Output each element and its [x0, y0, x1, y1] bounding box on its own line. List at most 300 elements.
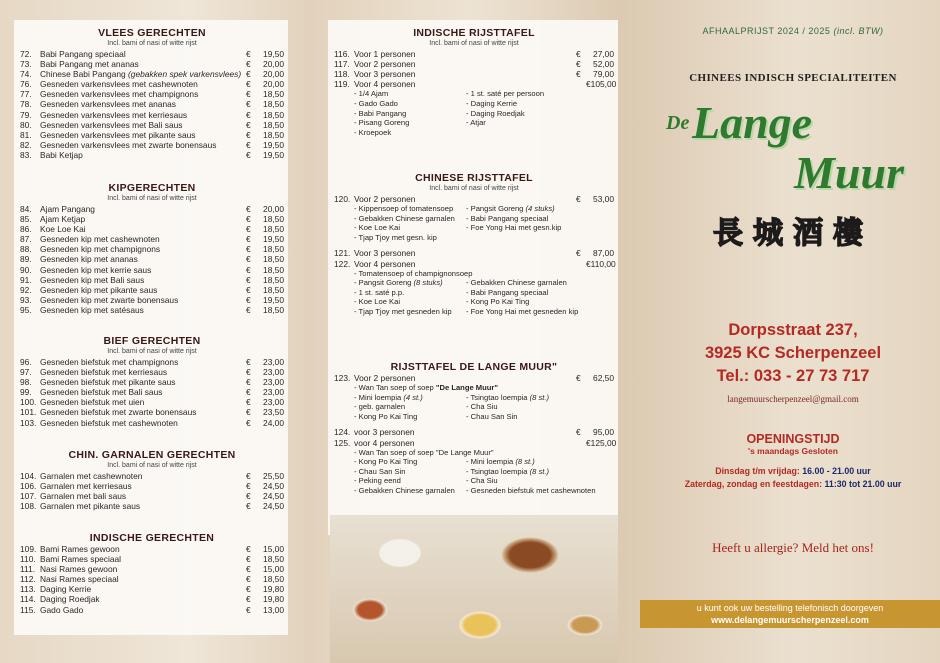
dish-item	[466, 278, 614, 288]
dish-item-note: (8 st.)	[515, 457, 535, 467]
chinese-name: 長城酒樓	[713, 216, 873, 251]
currency-sign: €	[246, 204, 251, 214]
dish-item	[354, 288, 466, 298]
item-name	[40, 501, 246, 511]
dish-item-name: - geb. garnalen	[354, 402, 406, 412]
menu-item	[20, 491, 284, 501]
rijsttafel-muur-dishes-a	[334, 393, 614, 422]
menu-item	[20, 357, 284, 367]
item-name-text: Bami Rames gewoon	[40, 544, 120, 554]
chinese-rijsttafel-dishes-a	[334, 204, 614, 242]
middle-panel	[320, 0, 626, 663]
left-menu-card	[14, 20, 288, 635]
item-name	[40, 387, 246, 397]
dish-item-name: - Mini loempia	[466, 457, 514, 467]
item-name-text: Gesneden kip met cashewnoten	[40, 234, 160, 245]
item-note: (gebakken spek varkensvlees)	[128, 69, 242, 80]
logo-de: De	[666, 112, 690, 134]
dish-item	[354, 457, 466, 467]
item-price: 62,50	[593, 373, 614, 383]
currency-sign: €	[246, 244, 251, 255]
order-banner-text: u kunt ook uw bestelling telefonisch doorgeven	[696, 603, 884, 613]
price-list-year: AFHAALPRIJST 2024 / 2025	[702, 26, 831, 36]
dish-item	[354, 467, 466, 477]
dish-item-name: - Koe Loe Kai	[354, 297, 401, 307]
garnalen-subtitle: Incl. bami of nasi of witte rijst	[107, 462, 197, 469]
menu-item	[20, 120, 284, 130]
currency-sign: €	[576, 427, 581, 438]
item-price: 24,50	[263, 481, 284, 492]
item-number: 95.	[20, 304, 32, 315]
dish-item	[354, 307, 466, 317]
menu-item	[20, 150, 284, 160]
currency-sign: €	[246, 149, 251, 160]
menu-item	[20, 367, 284, 377]
item-number: 98.	[20, 377, 32, 388]
item-price: 18,50	[263, 284, 284, 295]
item-name	[40, 544, 246, 554]
item-number: 74.	[20, 69, 32, 80]
item-number: 111.	[20, 564, 36, 575]
email-address: langemuurscherpenzeel@gmail.com	[727, 394, 859, 404]
menu-item	[334, 373, 614, 383]
item-name-text: Ajam Pangang	[40, 204, 95, 214]
item-name-text: Voor 2 personen	[354, 59, 416, 70]
menu-item	[20, 295, 284, 305]
menu-item	[20, 605, 284, 615]
dish-item: - Daging Kerrie	[466, 98, 518, 108]
dish-item-name: - Foe Yong Hai met gesneden kip	[466, 307, 579, 317]
item-number: 109.	[20, 544, 37, 554]
item-price: 23,00	[263, 397, 284, 408]
dish-item	[466, 412, 614, 422]
currency-sign: €	[576, 59, 581, 70]
dish-item-name: - Gebakken Chinese garnalen	[466, 278, 567, 288]
menu-item	[334, 49, 614, 59]
currency-sign: €	[246, 214, 251, 225]
dish-item	[466, 307, 614, 317]
item-price: €105,00	[586, 79, 617, 90]
dish-item-name: - Cha Siu	[466, 476, 498, 486]
hours-weekend-label: Zaterdag, zondag en feestdagen:	[684, 479, 823, 489]
dish-item-name: - Mini loempia	[354, 392, 402, 402]
item-number: 110.	[20, 554, 36, 565]
item-number: 88.	[20, 244, 32, 255]
currency-sign: €	[246, 471, 251, 481]
dish-item: - Babi Pangang	[354, 108, 407, 118]
menu-item	[20, 471, 284, 481]
item-name	[40, 150, 246, 160]
menu-item	[20, 501, 284, 511]
dish-item-name: - Gebakken Chinese garnalen	[354, 486, 455, 496]
garnalen-section	[14, 449, 288, 511]
price-list-heading	[646, 26, 940, 36]
menu-item	[20, 305, 284, 315]
hours-weekend	[646, 479, 940, 489]
chinese-rijsttafel-dishes-c	[334, 278, 614, 316]
item-price: 24,50	[263, 501, 284, 512]
item-number: 84.	[20, 204, 32, 214]
item-number: 76.	[20, 79, 32, 90]
item-name	[40, 594, 246, 604]
item-price: 52,00	[593, 59, 614, 70]
indisch-title: INDISCHE GERECHTEN	[89, 532, 215, 544]
dish-item: - Koe Loe Kai	[354, 223, 401, 233]
item-number: 117.	[334, 59, 350, 70]
item-price: 19,50	[263, 234, 284, 245]
rijsttafel-muur-dishes-c	[334, 457, 614, 495]
dish-item	[354, 402, 466, 412]
phone-number: Tel.: 033 - 27 73 717	[716, 367, 870, 385]
dish-item-name: - Foe Yong Hai met gesn.kip	[466, 223, 562, 233]
item-price: 19,50	[263, 49, 284, 59]
hours-weekday	[646, 466, 940, 476]
currency-sign: €	[246, 224, 251, 235]
item-number: 121.	[334, 248, 351, 259]
menu-item	[20, 275, 284, 285]
menu-item	[20, 377, 284, 387]
item-name	[40, 89, 246, 99]
currency-sign: €	[246, 49, 251, 59]
item-number: 80.	[20, 119, 32, 130]
dish-item	[466, 204, 614, 214]
currency-sign: €	[246, 407, 251, 418]
item-name	[40, 224, 246, 234]
currency-sign: €	[246, 377, 251, 388]
item-price: 18,50	[263, 109, 284, 120]
kip-title: KIPGERECHTEN	[108, 182, 196, 194]
item-number: 100.	[20, 397, 37, 408]
item-price: 23,00	[263, 357, 284, 367]
order-banner	[640, 600, 940, 628]
dish-item: - Daging Roedjak	[466, 108, 525, 118]
currency-sign: €	[246, 594, 251, 605]
item-number: 106.	[20, 481, 37, 492]
item-name-text: Babi Ketjap	[40, 149, 83, 160]
currency-sign: €	[246, 89, 251, 100]
item-name-text: Gesneden kip met zwarte bonensaus	[40, 294, 179, 305]
item-name-text: Gesneden biefstuk met uien	[40, 397, 145, 408]
dish-item-name: - Kong Po Kai Ting	[466, 297, 530, 307]
vlees-section	[14, 27, 288, 160]
item-price: 19,50	[263, 139, 284, 150]
item-name-text: Gesneden biefstuk met Bali saus	[40, 387, 163, 398]
item-name-text: Garnalen met bali saus	[40, 491, 127, 502]
item-name	[40, 574, 246, 584]
dish-item	[466, 486, 614, 496]
indische-rijsttafel-list	[334, 49, 617, 90]
vlees-subtitle: Incl. bami of nasi of witte rijst	[107, 40, 197, 47]
dish-item	[466, 288, 614, 298]
right-panel	[646, 0, 940, 663]
item-name-text: Gesneden varkensvlees met Bali saus	[40, 119, 183, 130]
item-price: 23,00	[263, 377, 284, 388]
item-name-text: Ajam Ketjap	[40, 214, 86, 225]
currency-sign: €	[576, 194, 581, 204]
dish-item-name: - Gesneden biefstuk met cashewnoten	[466, 486, 596, 496]
item-name	[354, 79, 576, 89]
menu-item	[20, 140, 284, 150]
dish-item	[466, 467, 614, 477]
item-name	[40, 120, 246, 130]
item-name	[354, 438, 576, 448]
currency-sign: €	[246, 79, 251, 90]
menu-item	[20, 481, 284, 491]
menu-item	[20, 564, 284, 574]
item-price: 15,00	[263, 544, 284, 554]
currency-sign: €	[576, 248, 581, 259]
menu-item	[20, 244, 284, 254]
item-price: €125,00	[586, 437, 617, 448]
item-number: 112.	[20, 574, 36, 585]
item-name	[354, 194, 576, 204]
chinese-rijsttafel-item-b	[334, 248, 614, 258]
kip-list	[20, 204, 284, 315]
dish-item	[466, 297, 614, 307]
menu-item	[334, 259, 614, 269]
item-price: 19,80	[263, 584, 284, 595]
item-name-text: Gesneden biefstuk met champignons	[40, 357, 179, 367]
item-name	[40, 285, 246, 295]
item-name-text: Voor 2 personen	[354, 194, 416, 204]
item-name-text: Gesneden kip met Bali saus	[40, 274, 145, 285]
dish-item: - Gebakken Chinese garnalen	[354, 213, 455, 223]
dish-item-name: - Peking eend	[354, 476, 401, 486]
menu-item	[20, 544, 284, 554]
dish-item: - Pisang Goreng	[354, 118, 410, 128]
item-name	[40, 305, 246, 315]
dish-item	[354, 412, 466, 422]
rijsttafel-muur-section	[328, 361, 618, 496]
dish-item-name: - Kong Po Kai Ting	[354, 457, 418, 467]
dish-item-note: (4 st.)	[403, 392, 423, 402]
item-name	[354, 59, 576, 69]
menu-item	[20, 397, 284, 407]
dish-item: - Kippensoep of tomatensoep	[354, 204, 454, 214]
item-name-text: Voor 2 personen	[354, 373, 416, 383]
website-link[interactable]: www.delangemuurscherpenzeel.com	[711, 615, 869, 625]
allergy-notice: Heeft u allergie? Meld het ons!	[712, 540, 874, 555]
menu-item	[20, 130, 284, 140]
currency-sign: €	[246, 304, 251, 315]
item-number: 124.	[334, 427, 351, 438]
item-name-text: Gesneden kip met kerrie saus	[40, 264, 152, 275]
currency-sign: €	[246, 367, 251, 378]
chinese-rijsttafel-item-a	[334, 194, 614, 204]
item-name	[354, 69, 576, 79]
item-name-text: Gesneden biefstuk met pikante saus	[40, 377, 176, 388]
food-photo	[330, 515, 618, 663]
vlees-title: VLEES GERECHTEN	[98, 27, 206, 39]
item-name-text: Gesneden biefstuk met zwarte bonensaus	[40, 407, 197, 418]
item-price: 23,50	[263, 407, 284, 418]
item-price: 25,50	[263, 471, 284, 481]
item-name	[40, 418, 246, 428]
item-name-text: Bami Rames speciaal	[40, 554, 121, 565]
item-name-text: Nasi Rames gewoon	[40, 564, 118, 575]
currency-sign: €	[576, 49, 581, 59]
item-name-text: Garnalen met kerriesaus	[40, 481, 132, 492]
item-price: 15,00	[263, 564, 284, 575]
dish-item-note: (8 stuks)	[413, 278, 443, 288]
item-name	[40, 265, 246, 275]
item-name	[40, 244, 246, 254]
item-number: 120.	[334, 194, 351, 204]
currency-sign: €	[246, 59, 251, 70]
dish-item-name: - Pangsit Goreng	[354, 278, 412, 288]
menu-item	[20, 285, 284, 295]
item-name	[40, 69, 246, 79]
item-number: 85.	[20, 214, 32, 225]
item-number: 81.	[20, 129, 32, 140]
indisch-section	[14, 532, 288, 615]
item-name	[40, 49, 246, 59]
item-price: 18,50	[263, 89, 284, 100]
price-list-note: (incl. BTW)	[833, 26, 884, 36]
item-name-text: Gado Gado	[40, 604, 84, 615]
item-price: 19,80	[263, 594, 284, 605]
biefstuk-subtitle: Incl. bami of nasi of witte rijst	[107, 348, 197, 355]
item-name-text: Gesneden varkensvlees met champignons	[40, 89, 199, 100]
item-name-text: Voor 4 personen	[354, 258, 416, 269]
item-name	[354, 259, 576, 269]
address-street: Dorpsstraat 237,	[728, 321, 858, 339]
currency-sign: €	[246, 564, 251, 575]
item-name-text: Gesneden kip met pikante saus	[40, 284, 158, 295]
dish-item: - Atjar	[466, 118, 486, 128]
currency-sign	[576, 79, 586, 89]
item-number: 97.	[20, 367, 32, 378]
dish-item	[466, 214, 614, 224]
item-name	[40, 605, 246, 615]
item-price: 23,00	[263, 367, 284, 378]
currency-sign: €	[246, 234, 251, 245]
menu-item	[20, 224, 284, 234]
item-name	[40, 254, 246, 264]
item-name-text: Babi Pangang met ananas	[40, 59, 139, 70]
currency-sign: €	[246, 119, 251, 130]
hours-weekday-label: Dinsdag t/m vrijdag:	[715, 466, 800, 476]
dish-item-name: - Tsingtao loempia	[466, 392, 528, 402]
item-price: 18,50	[263, 304, 284, 315]
indische-rijsttafel-section	[328, 27, 618, 137]
item-price: 79,00	[593, 69, 614, 80]
menu-item	[334, 427, 614, 437]
item-name-text: Gesneden kip met ananas	[40, 254, 138, 265]
hours-weekday-time: 16.00 - 21.00 uur	[802, 466, 871, 476]
item-price: 27,00	[593, 49, 614, 59]
item-price: €110,00	[586, 258, 616, 269]
currency-sign: €	[246, 417, 251, 428]
item-name-text: Chinese Babi Pangang	[40, 69, 126, 80]
item-price: 18,50	[263, 99, 284, 110]
indische-rijsttafel-dishes	[334, 89, 614, 137]
item-price: 24,50	[263, 491, 284, 502]
dish-item	[354, 278, 466, 288]
item-name	[40, 59, 246, 69]
dish-item-name: - 1 st. saté p.p.	[354, 287, 405, 297]
item-name-text: voor 4 personen	[354, 437, 415, 448]
kip-subtitle: Incl. bami of nasi of witte rijst	[107, 195, 197, 202]
menu-item	[20, 110, 284, 120]
rijsttafel-muur-dishes-a-first	[334, 383, 614, 393]
dish-item	[354, 297, 466, 307]
dish-item	[466, 233, 614, 243]
menu-item	[20, 49, 284, 59]
indische-rijsttafel-title: INDISCHE RIJSTTAFEL	[413, 27, 535, 39]
menu-item	[20, 265, 284, 275]
menu-item	[20, 89, 284, 99]
dish-bold: "De Lange Muur"	[435, 383, 498, 393]
vlees-list	[20, 49, 284, 160]
logo-lange: Lange	[692, 97, 813, 148]
item-number: 82.	[20, 139, 32, 150]
dish-item-note: (4 stuks)	[525, 204, 555, 214]
chinese-rijsttafel-title: CHINESE RIJSTTAFEL	[415, 172, 533, 184]
item-number: 83.	[20, 149, 32, 160]
menu-item	[20, 554, 284, 564]
item-name-text: Gesneden varkensvlees met ananas	[40, 99, 176, 110]
item-name	[40, 584, 246, 594]
item-number: 118.	[334, 69, 350, 80]
dish-item-name: - Chau San Sin	[466, 411, 518, 421]
item-number: 77.	[20, 89, 32, 100]
menu-item	[20, 79, 284, 89]
currency-sign: €	[246, 357, 251, 367]
item-name-text: Garnalen met pikante saus	[40, 501, 141, 512]
chinese-rijsttafel-section	[328, 172, 618, 317]
dish-item	[466, 457, 614, 467]
dish-item	[354, 486, 466, 496]
item-number: 89.	[20, 254, 32, 265]
item-name	[40, 295, 246, 305]
indische-rijsttafel-subtitle: Incl. bami of nasi of witte rijst	[429, 40, 519, 47]
item-number: 123.	[334, 373, 351, 383]
currency-sign: €	[246, 99, 251, 110]
dish-item-name: - Tsingtao loempia	[466, 466, 528, 476]
item-name-text: Koe Loe Kai	[40, 224, 86, 235]
item-name	[40, 554, 246, 564]
item-name-text: Nasi Rames speciaal	[40, 574, 119, 585]
chinese-rijsttafel-subtitle: Incl. bami of nasi of witte rijst	[429, 185, 519, 192]
currency-sign: €	[246, 481, 251, 492]
dish-item-note: (8 st.)	[529, 392, 550, 402]
menu-item	[20, 594, 284, 604]
biefstuk-section	[14, 335, 288, 428]
item-name-text: Gesneden varkensvlees met zwarte bonensaus	[40, 139, 217, 150]
menu-item	[20, 574, 284, 584]
item-price: 23,00	[263, 387, 284, 398]
dish-item: - Kroepoek	[354, 127, 392, 137]
item-number: 108.	[20, 501, 37, 512]
dish-item	[354, 393, 466, 403]
item-name-text: Gesneden varkensvlees met kerriesaus	[40, 109, 188, 120]
dish-item	[466, 393, 614, 403]
address-city: 3925 KC Scherpenzeel	[704, 344, 882, 362]
indisch-list	[20, 544, 284, 615]
dish-item-name: - Tjap Tjoy met gesneden kip	[354, 307, 452, 317]
item-name-text: Gesneden kip met champignons	[40, 244, 161, 255]
item-number: 73.	[20, 59, 32, 70]
item-number: 122.	[334, 258, 351, 269]
item-number: 114.	[20, 594, 36, 605]
menu-item	[20, 214, 284, 224]
item-number: 107.	[20, 491, 37, 502]
item-name	[40, 130, 246, 140]
item-name-text: Voor 3 personen	[354, 248, 416, 259]
menu-item	[334, 79, 617, 90]
dish-item	[466, 223, 614, 233]
